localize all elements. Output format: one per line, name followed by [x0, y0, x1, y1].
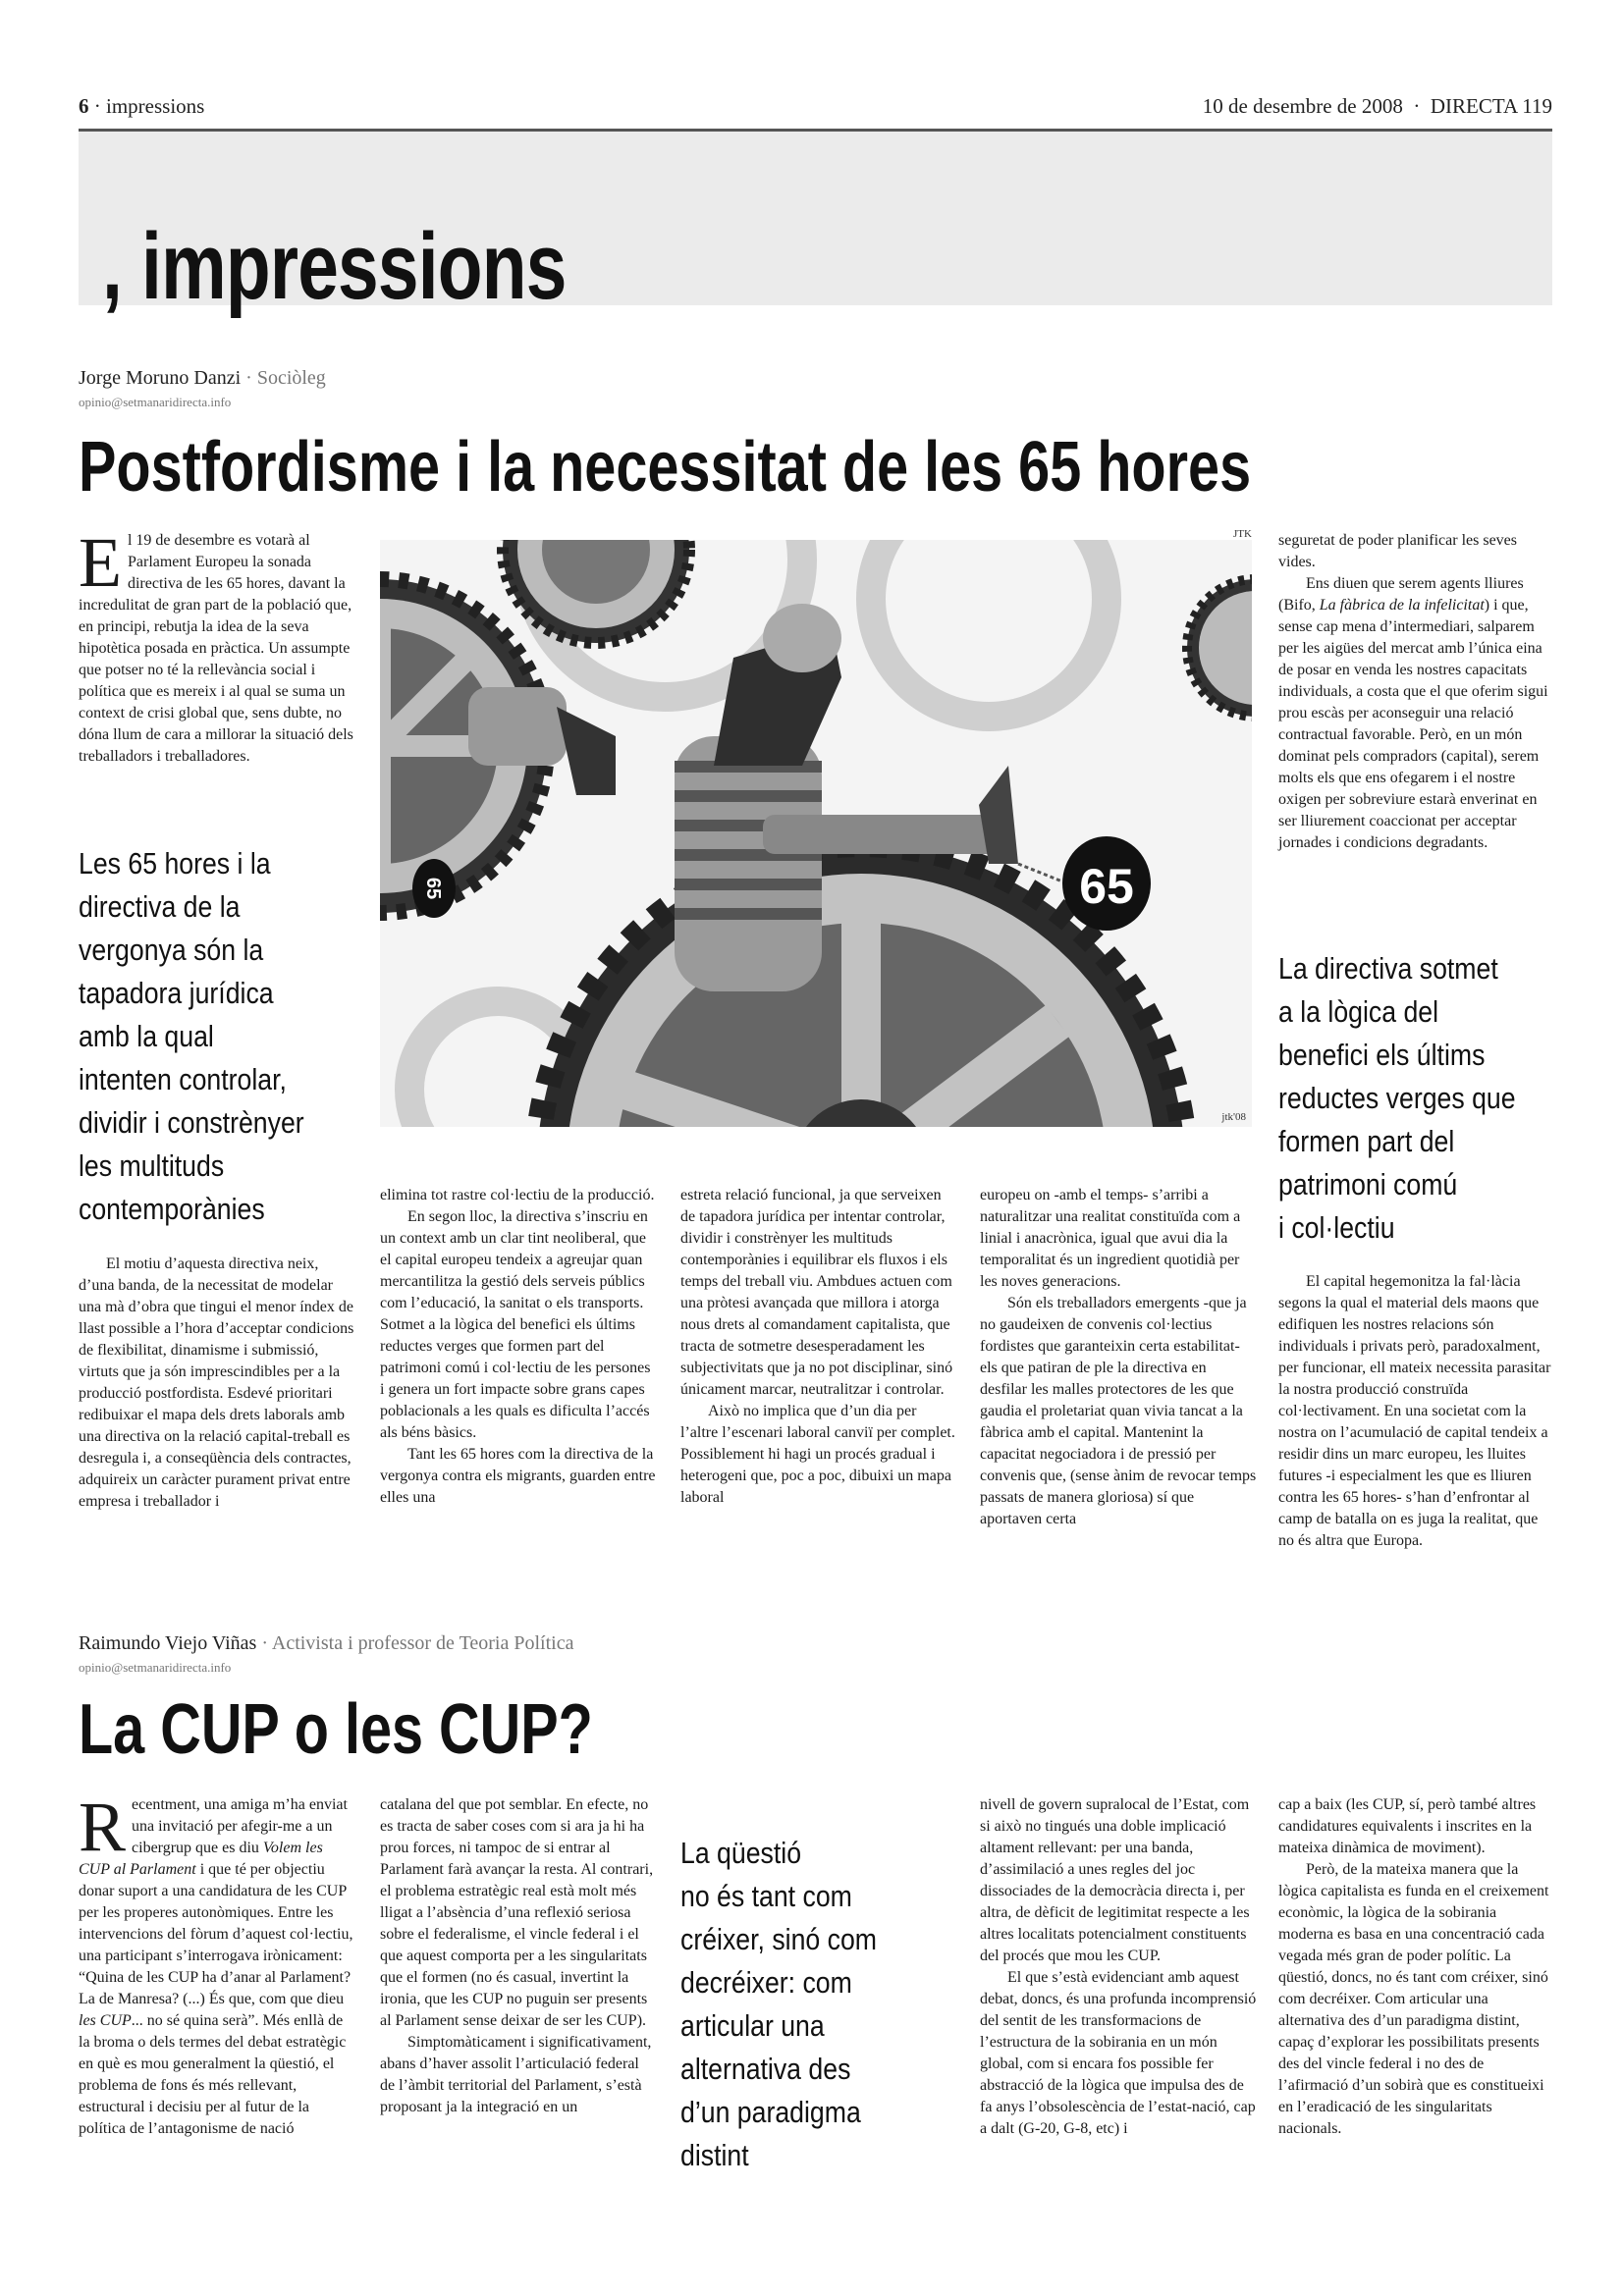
- section-name: · impressions: [93, 94, 205, 118]
- text-run: ... no sé quina serà”. Més enllà de la broma o dels termes del debat estratègic en què es mou generalment la qüestió, el problema de fons és més rellevant, estructural i decisiu per al futur de la política de l’antagonisme de nació: [79, 2012, 347, 2137]
- paragraph: elimina tot rastre col·lectiu de la producció.: [380, 1187, 655, 1203]
- pullquote-line: créixer, sinó com: [680, 1922, 878, 1956]
- paragraph: El motiu d’aquesta directiva neix, d’una banda, de la necessitat de modelar una mà d’obra que tingui el menor índex de llast possible a l’hora d’acceptar condicions de flexibilitat, dinamisme i submissió, virtuts que ja són imprescindibles per a la producció postfordista. Esdevé prioritari redibuixar el mapa dels drets laborals amb una directiva on la relació capital-treball es desregula i, a conseqüència dels contractes, adquireix un caràcter purament privat entre empresa i treballador i: [79, 1255, 354, 1510]
- pullquote-line: distint: [680, 2138, 749, 2172]
- paragraph: Però, de la mateixa manera que la lògica capitalista es funda en el creixement econòmic, la lògica de la sobirania moderna es basa en una concentració cada vegada més gran de poder polític. La qüestió, doncs, no és tant com créixer, sinó com decréixer. Com articular una alternativa des d’un paradigma distint, capaç d’explorar les possibilitats presents des del vincle federal i no des de l’afirmació d’un sobirà que es constitueixi en l’eradicació de les singularitats nacionals.: [1278, 1861, 1549, 2137]
- article1-headline: Postfordisme i la necessitat de les 65 hores: [79, 428, 1252, 507]
- text-run: ) i que, sense cap mena d’intermediari, salparem per les aigües del mercat amb l’única eina de posar en venda les nostres capacitats individuals, a costa que el que oferim sigui prou escàs per aconseguir una relació contractual favorable. Però, en un món dominat pels compradors (capital), serem molts els que ens ofegarem i el nostre oxigen per sobreviure estarà enverinat en ser lliurement coaccionat per acceptar jornades i condicions degradants.: [1278, 597, 1548, 851]
- paragraph: estreta relació funcional, ja que serveixen de tapadora jurídica per intentar controlar, dividir i constrènyer les multituds contemporànies i equilibrar els fluxos i els temps del treball viu. Ambdues actuen com una pròtesi avançada que millora i atorga nous drets al comandament capitalista, que tracta de sotmetre desesperadament les subjectivitats que ja no pot disciplinar, sinó únicament marcar, neutralitzar i controlar.: [680, 1187, 953, 1398]
- italic-text: les CUP: [79, 2012, 132, 2029]
- paragraph: [1278, 573, 1555, 854]
- pullquote-line: d’un paradigma: [680, 2095, 861, 2129]
- pullquote-line: vergonya són la: [79, 933, 264, 967]
- pullquote-line: a la lògica del: [1278, 994, 1439, 1029]
- pullquote-line: patrimoni comú: [1278, 1167, 1458, 1201]
- text-run: ecentment, una amiga m’ha enviat una invitació per afegir-me a un cibergrup que es diu: [132, 1796, 348, 1856]
- article1-col3: [680, 1185, 957, 1509]
- article1-col5-top: [1278, 530, 1555, 854]
- page-number: 6: [79, 94, 89, 118]
- drop-cap: E: [79, 523, 122, 602]
- paragraph: Tant les 65 hores com la directiva de la vergonya contra els migrants, guarden entre elles una: [380, 1446, 656, 1506]
- pullquote-line: no és tant com: [680, 1879, 852, 1913]
- article2-author: Raimundo Viejo Viñas: [79, 1632, 257, 1654]
- illustration: [380, 540, 1252, 1127]
- pullquote-line: articular una: [680, 2008, 825, 2043]
- pullquote-line: directiva de la: [79, 889, 241, 924]
- article2-col5: [1278, 1794, 1555, 2140]
- pullquote-3: [680, 1832, 934, 2177]
- article2-role: · Activista i professor de Teoria Política: [261, 1632, 574, 1654]
- article1-role: · Sociòleg: [245, 367, 326, 389]
- paragraph: l 19 de desembre es votarà al Parlament Europeu la sonada directiva de les 65 hores, davant la incredulitat de gran part de la població que, en principi, rebutja la idea de la seva hipotètica posada en pràctica. Un assumpte que potser no té la rellevància social i política que es mereix i al qual se suma un context de crisi global que, sens dubte, no dóna llum de cara a millorar la situació dels treballadors i treballadores.: [79, 532, 353, 765]
- group-name: Volem les CUP al Parlament: [79, 1840, 323, 1878]
- pullquote-line: La directiva sotmet: [1278, 951, 1498, 986]
- ball-label: 65: [422, 877, 444, 900]
- article1-col5-bottom: [1278, 1271, 1555, 1552]
- article1-byline: [79, 367, 326, 390]
- drop-cap: R: [79, 1788, 127, 1866]
- article1-col4: [980, 1185, 1257, 1530]
- pullquote-line: dividir i constrènyer: [79, 1105, 304, 1140]
- issue-info: [1203, 94, 1552, 119]
- paragraph: En segon lloc, la directiva s’inscriu en un context amb un clar tint neoliberal, que el capital europeu tendeix a agreujar quan mercantilitza la gestió dels serveis públics com l’educació, la sanitat o els transports. Sotmet a la lògica del benefici els últims reductes verges que formen part del patrimoni comú i col·lectiu de les persones i genera un fort impacte sobre grans capes poblacionals a les quals es dificulta l’accés als béns bàsics.: [380, 1208, 651, 1441]
- issue-date: 10 de desembre de 2008: [1202, 94, 1403, 118]
- paragraph: Simptomàticament i significativament, abans d’haver assolit l’articulació federal de l’àmbit territorial del Parlament, s’està proposant ja la integració en un: [380, 2034, 652, 2115]
- paragraph: Això no implica que d’un dia per l’altre l’escenari laboral canviï per complet. Possiblement hi hagi un procés gradual i heterogeni que, poc a poc, dibuixi un mapa laboral: [680, 1403, 955, 1506]
- article1-author: Jorge Moruno Danzi: [79, 367, 242, 389]
- article1-col1-body: [79, 1254, 355, 1513]
- text-run: Ens diuen que serem agents lliures (Bifo,: [1278, 575, 1524, 614]
- pullquote-line: contemporànies: [79, 1192, 265, 1226]
- paragraph: nivell de govern supralocal de l’Estat, com si això no tingués una doble implicació altament rellevant: per una banda, d’assimilació a unes regles del joc dissociades de la democràcia directa i, per altra, de dèficit de legitimitat respecte a les altres localitats potencialment constituents del procés que mou les CUP.: [980, 1796, 1250, 1964]
- article2-col2: [380, 1794, 657, 2118]
- paragraph: El capital hegemonitza la fal·làcia segons la qual el material dels maons que edifiquen les nostres relacions són individuals i privats però, paradoxalment, per funcionar, ell mateix necessita parasitar la nostra producció construïda col·lectivament. En una societat com la nostra on l’acumulació de capital tendeix a residir dins un marc europeu, les lluites futures -i especialment les que es lliuren contra les 65 hores- s’han d’enfrontar al camp de batalla on es juga la realitat, que no és altra que Europa.: [1278, 1273, 1551, 1549]
- pullquote-line: benefici els últims: [1278, 1038, 1486, 1072]
- pullquote-line: reductes verges que: [1278, 1081, 1516, 1115]
- paragraph: seguretat de poder planificar les seves vides.: [1278, 532, 1518, 570]
- pullquote-line: alternativa des: [680, 2052, 851, 2086]
- paragraph: europeu on -amb el temps- s’arribi a naturalitzar una realitat constituïda com a linial i anacrònica, igual que avui dia la temporalitat és un ingredient quotidià per les noves generacions.: [980, 1187, 1241, 1290]
- gears-illustration: [380, 540, 1252, 1127]
- pullquote-line: i col·lectiu: [1278, 1210, 1395, 1245]
- text-run: i que té per objectiu donar suport a una candidatura de les CUP per les properes autonòmiques. Entre les intervencions del fòrum d’aquest col·lectiu, una participant s’interrogava irònicament: “Quina de les CUP ha d’anar al Parlament? La de Manresa? (...) És que, com que dieu: [79, 1861, 353, 2007]
- book-title: La fàbrica de la infelicitat: [1319, 597, 1485, 614]
- paragraph: catalana del que pot semblar. En efecte, no es tracta de saber coses com si ara ja hi ha prou forces, ni tampoc de si entrar al Parlament farà avançar la resta. Al contrari, el problema estratègic real està molt més lligat a l’absència d’una reflexió seriosa sobre el federalisme, el vincle federal i el que aquest comporta per a les singularitats que el formen (no és casual, invertint la ironia, que les CUP no puguin ser presents al Parlament sense deixar de ser les CUP).: [380, 1796, 654, 2029]
- pullquote-line: La qüestió: [680, 1836, 802, 1870]
- illustration-signature: jtk'08: [1221, 1111, 1246, 1123]
- pullquote-line: intenten controlar,: [79, 1062, 287, 1096]
- page-folio: [79, 94, 204, 119]
- article1-col2: [380, 1185, 657, 1509]
- pullquote-line: amb la qual: [79, 1019, 214, 1053]
- article1-col1-intro: [79, 523, 355, 768]
- article2-byline: [79, 1632, 573, 1655]
- pullquote-line: formen part del: [1278, 1124, 1455, 1158]
- ball-label: 65: [1079, 859, 1134, 914]
- issue-separator: ·: [1413, 94, 1421, 118]
- section-banner-title: , impressions: [102, 214, 567, 319]
- article2-col4: [980, 1794, 1257, 2140]
- paragraph: Són els treballadors emergents -que ja no gaudeixen de convenis col·lectius fordistes que garanteixin certa estabilitat- els que patiran de ple la directiva en desfilar les malles protectores de les que gaudia el proletariat quan vivia tancat a la fàbrica amb el capital. Mantenint la capacitat negociadora i de pressió per convenis que, (sense ànim de revocar temps passats de manera gloriosa) sí que aportaven certa: [980, 1295, 1257, 1527]
- pullquote-line: tapadora jurídica: [79, 976, 274, 1010]
- pullquote-line: decréixer: com: [680, 1965, 852, 2000]
- illustration-credit: JTK: [1233, 528, 1252, 540]
- paragraph: cap a baix (les CUP, sí, però també altres candidatures equivalents i inscrites en la mateixa dinàmica de moviment).: [1278, 1796, 1537, 1856]
- article2-col1: [79, 1788, 355, 2140]
- pullquote-line: les multituds: [79, 1148, 225, 1183]
- pullquote-1: [79, 842, 332, 1231]
- pullquote-2: [1278, 947, 1532, 1250]
- pullquote-line: Les 65 hores i la: [79, 846, 271, 881]
- issue-number: DIRECTA 119: [1430, 94, 1552, 118]
- article2-headline: La CUP o les CUP?: [79, 1690, 593, 1769]
- article2-email[interactable]: opinio@setmanaridirecta.info: [79, 1660, 232, 1675]
- article1-email[interactable]: opinio@setmanaridirecta.info: [79, 395, 232, 409]
- paragraph: El que s’està evidenciant amb aquest debat, doncs, és una profunda incomprensió del sentit de les transformacions de l’estructura de la sobirania en un món global, com si encara fos possible fer abstracció de la lògica que impulsa des de fa anys l’obsolescència de l’estat-nació, cap a dalt (G-20, G-8, etc) i: [980, 1969, 1257, 2137]
